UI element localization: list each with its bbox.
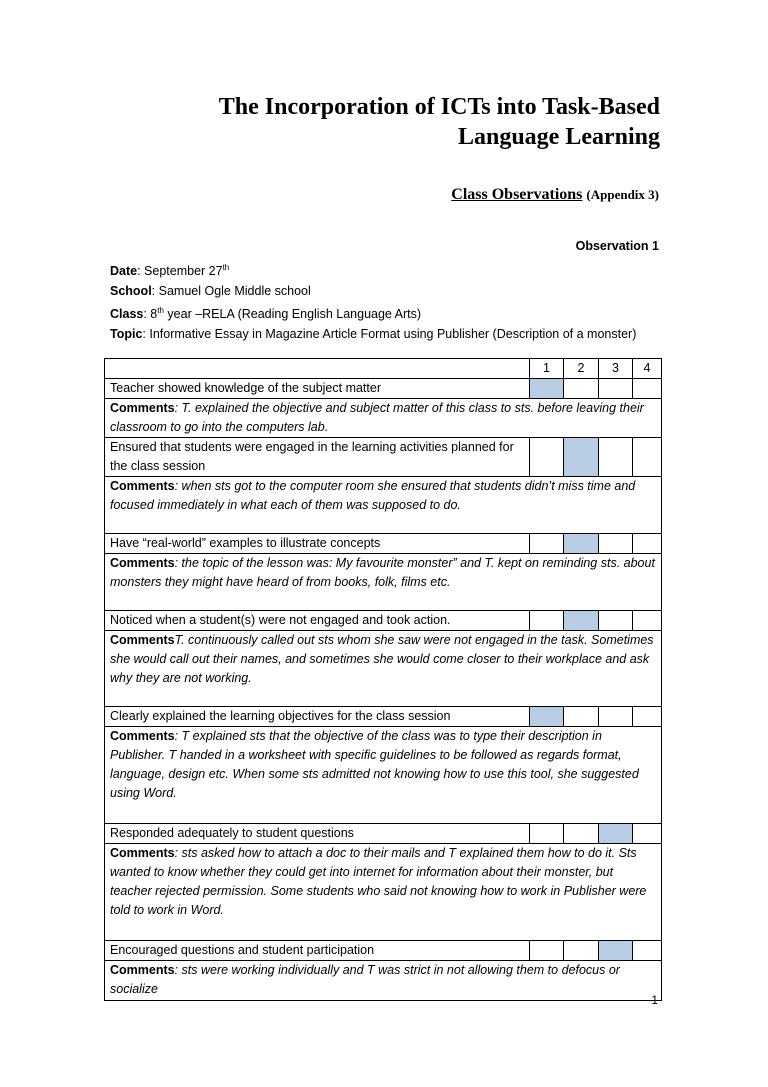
scale-header-1: 1: [530, 359, 564, 379]
rating-cell-2: [564, 379, 599, 399]
rating-cell-3: [599, 379, 633, 399]
rating-cell-3: [599, 941, 633, 961]
rating-cell-4: [633, 824, 662, 844]
rating-cell-3: [599, 611, 633, 631]
rating-cell-4: [633, 611, 662, 631]
comment-cell: [105, 631, 662, 707]
topic-value: : Informative Essay in Magazine Article Format using Publisher (Description of a monster): [142, 327, 637, 342]
comment-row: [105, 631, 662, 707]
comment-text: T. continuously called out sts whom she saw were not engaged in the task. Sometimes she would call out their names, and sometimes she would come closer to their workplace and ask why they are not working.: [110, 633, 654, 685]
page-number: 1: [651, 993, 658, 1007]
criterion-text: Noticed when a student(s) were not engaged and took action.: [105, 611, 530, 631]
comment-row: [105, 727, 662, 824]
rating-cell-2: [564, 824, 599, 844]
rating-cell-4: [633, 707, 662, 727]
comments-label: Comments: [110, 556, 175, 570]
rating-cell-4: [633, 438, 662, 477]
comment-cell: [105, 844, 662, 941]
comments-label: Comments: [110, 846, 175, 860]
rating-cell-3: [599, 534, 633, 554]
comments-label: Comments: [110, 729, 175, 743]
rating-cell-2: [564, 611, 599, 631]
rating-cell-1: [530, 438, 564, 477]
observation-meta: [110, 258, 636, 344]
comment-cell: [105, 477, 662, 534]
criterion-row: [105, 941, 662, 961]
rating-cell-1: [530, 379, 564, 399]
comment-text: : the topic of the lesson was: My favourite monster” and T. kept on reminding sts. about monsters they might have heard of from books, folk, films etc.: [110, 556, 655, 589]
rating-cell-4: [633, 379, 662, 399]
document-title: [150, 92, 660, 152]
comment-text: : when sts got to the computer room she ensured that students didn’t miss time and focused immediately in what each of them was supposed to do.: [110, 479, 636, 512]
comment-row: [105, 844, 662, 941]
comment-text: : T. explained the objective and subject matter of this class to sts. before leaving their classroom to go into the computers lab.: [110, 401, 644, 434]
comment-text: : T explained sts that the objective of the class was to type their description in Publisher. T handed in a worksheet with specific guidelines to be followed as regards format, language, design etc. When some sts admitted not knowing how to use this tool, she suggested using Word.: [110, 729, 639, 800]
school-value: : Samuel Ogle Middle school: [151, 284, 311, 299]
comment-text: : sts asked how to attach a doc to their mails and T explained them how to do it. Sts wanted to know whether they could get into internet for information about their monster, but teacher rejected permission. Some students who said not knowing how to work in Publisher were told to work in Word.: [110, 846, 647, 917]
observation-label: Observation 1: [575, 239, 659, 253]
scale-header-4: 4: [633, 359, 662, 379]
criterion-row: [105, 611, 662, 631]
criterion-row: [105, 534, 662, 554]
rating-cell-4: [633, 941, 662, 961]
rating-cell-1: [530, 941, 564, 961]
subtitle-text: Class Observations: [451, 186, 583, 203]
comments-label: Comments: [110, 401, 175, 415]
comment-cell: [105, 554, 662, 611]
class-rest: year –RELA (Reading English Language Arts): [163, 307, 422, 322]
date-value: : September 27: [137, 264, 223, 279]
scale-header-2: 2: [564, 359, 599, 379]
criterion-text: Ensured that students were engaged in the learning activities planned for the class session: [105, 438, 530, 477]
class-value: : 8: [143, 307, 158, 322]
observation-table: [104, 358, 662, 1001]
school-line: [110, 281, 636, 301]
rating-cell-4: [633, 534, 662, 554]
rating-cell-1: [530, 824, 564, 844]
comment-row: [105, 961, 662, 1001]
criterion-text: Encouraged questions and student participation: [105, 941, 530, 961]
header-blank-cell: [105, 359, 530, 379]
criterion-row: [105, 824, 662, 844]
criterion-text: Responded adequately to student questions: [105, 824, 530, 844]
topic-label: Topic: [110, 327, 143, 342]
comment-cell: [105, 961, 662, 1001]
criterion-row: [105, 707, 662, 727]
class-line: [110, 301, 636, 324]
criterion-row: [105, 438, 662, 477]
criterion-text: Teacher showed knowledge of the subject matter: [105, 379, 530, 399]
rating-cell-3: [599, 707, 633, 727]
school-label: School: [110, 284, 152, 299]
rating-cell-3: [599, 438, 633, 477]
rating-cell-3: [599, 824, 633, 844]
appendix-label: (Appendix 3): [586, 187, 659, 202]
rating-cell-2: [564, 941, 599, 961]
comment-text: : sts were working individually and T was strict in not allowing them to defocus or socialize: [110, 963, 620, 996]
rating-cell-2: [564, 707, 599, 727]
comment-row: [105, 477, 662, 534]
comment-cell: [105, 727, 662, 824]
title-line-1: The Incorporation of ICTs into Task-Based: [218, 94, 660, 120]
comment-row: [105, 399, 662, 438]
date-label: Date: [110, 264, 138, 279]
date-sup: th: [222, 263, 230, 272]
section-subtitle: [451, 186, 659, 204]
date-line: [110, 258, 636, 281]
title-line-2: Language Learning: [457, 124, 660, 150]
class-label: Class: [110, 307, 144, 322]
topic-line: [110, 324, 636, 344]
class-sup: th: [157, 306, 164, 316]
rating-cell-2: [564, 534, 599, 554]
comments-label: Comments: [110, 479, 175, 493]
criterion-text: Clearly explained the learning objectives for the class session: [105, 707, 530, 727]
criterion-text: Have “real-world” examples to illustrate concepts: [105, 534, 530, 554]
comments-label: Comments: [110, 963, 175, 977]
rating-cell-1: [530, 707, 564, 727]
comments-label: Comments: [110, 633, 175, 647]
criterion-row: [105, 379, 662, 399]
comment-cell: [105, 399, 662, 438]
comment-row: [105, 554, 662, 611]
rating-cell-1: [530, 611, 564, 631]
scale-header-3: 3: [599, 359, 633, 379]
rating-cell-1: [530, 534, 564, 554]
scale-header-row: [105, 359, 662, 379]
rating-cell-2: [564, 438, 599, 477]
